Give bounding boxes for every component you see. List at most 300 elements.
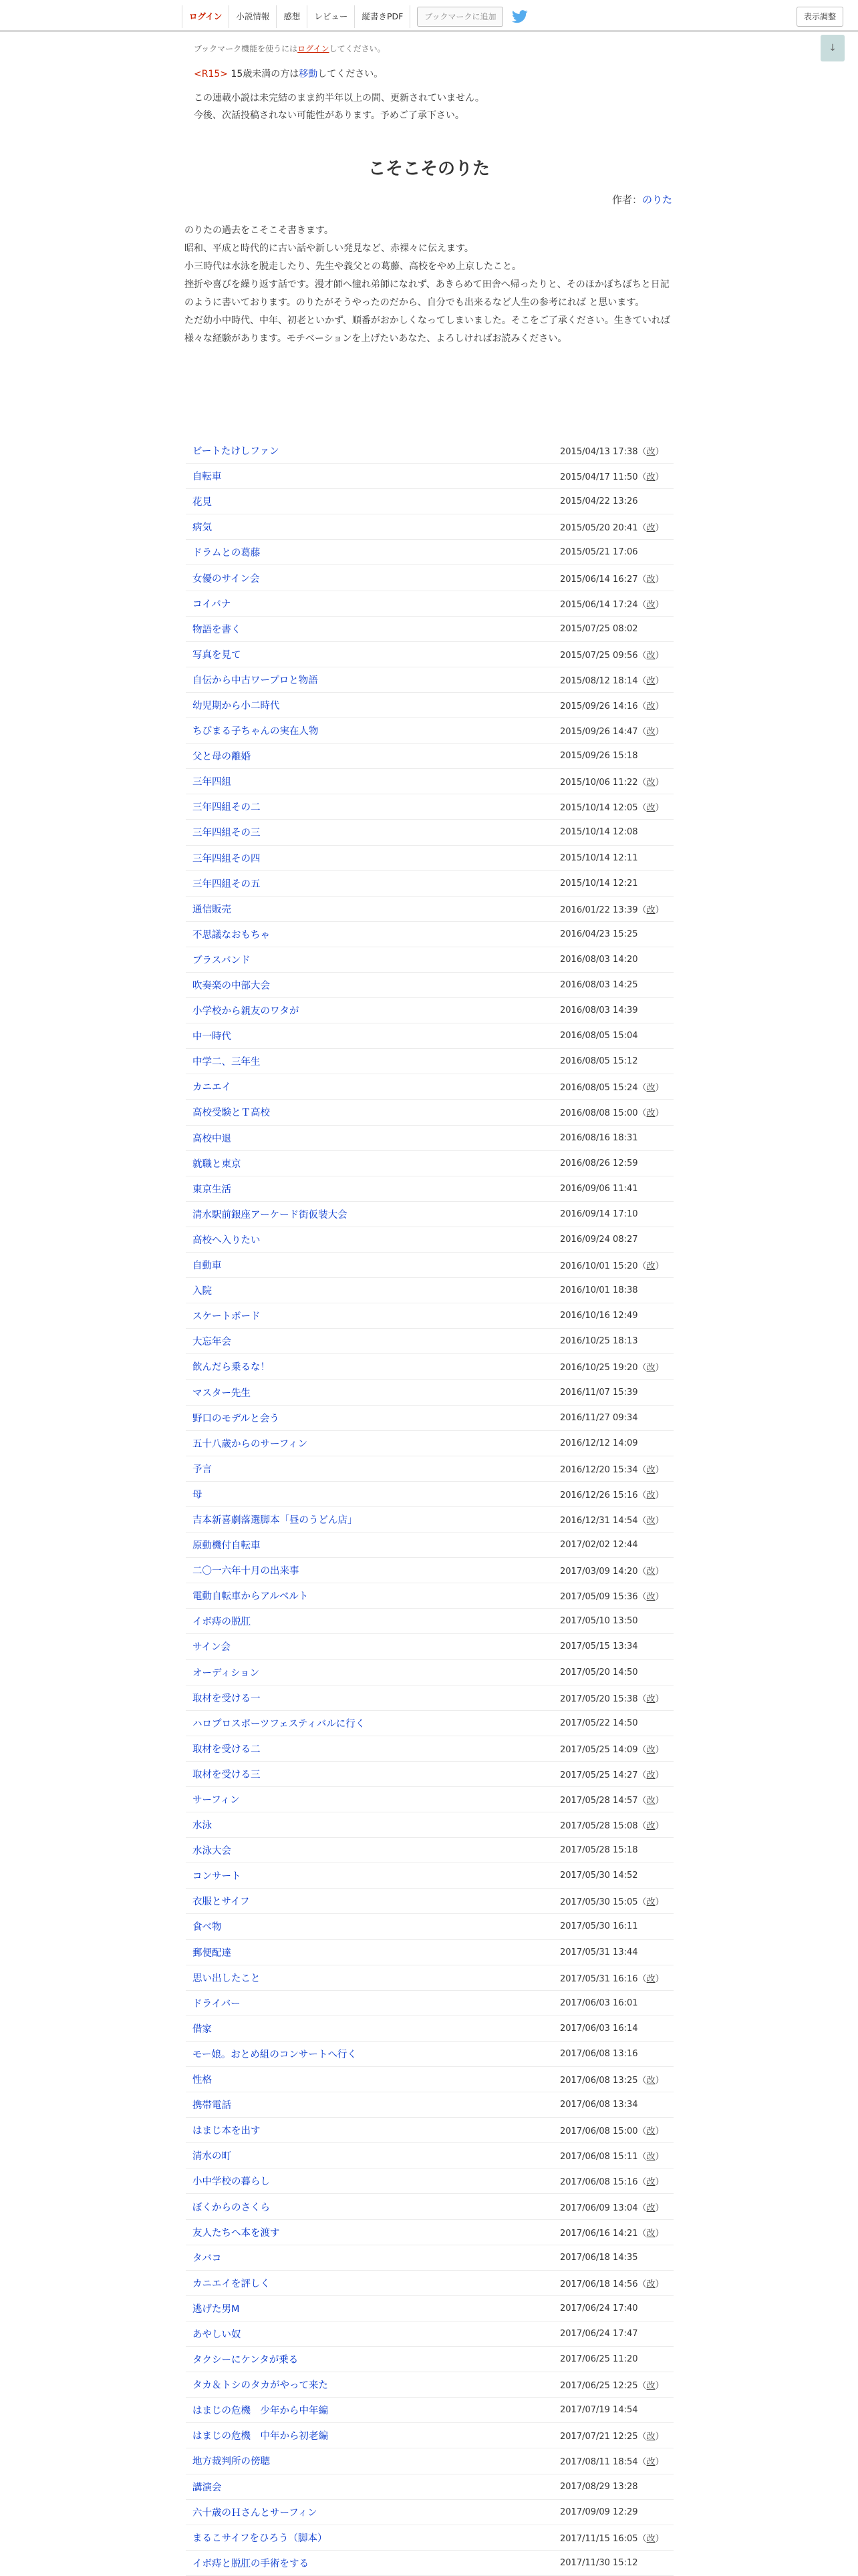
chapter-title-link[interactable]: ドラムとの葛藤 (192, 548, 261, 559)
chapter-post-date: 2017/02/02 12:44 (560, 1540, 638, 1551)
chapter-edited-mark[interactable]: （改） (637, 2076, 664, 2086)
chapter-edited-label[interactable]: 改 (646, 1567, 656, 1577)
chapter-date (560, 1589, 674, 1602)
chapter-date (560, 2073, 674, 2086)
chapter-title-link[interactable]: 友人たちへ本を渡す (192, 2227, 280, 2239)
chapter-edited-mark[interactable]: （改） (637, 1694, 664, 1704)
chapter-title-link[interactable]: 逃げた男M (192, 2303, 240, 2315)
chapter-title-link[interactable]: 大忘年会 (192, 1337, 231, 1348)
chapter-edited-label[interactable]: 改 (646, 701, 656, 711)
chapter-title-link[interactable]: 予言 (192, 1464, 212, 1475)
chapter-date (560, 2226, 674, 2239)
chapter-title-link[interactable]: 清水の町 (192, 2151, 231, 2162)
display-settings-button[interactable]: 表示調整 (797, 7, 843, 27)
chapter-row (186, 1202, 674, 1227)
chapter-post-date: 2015/04/17 11:50 (560, 472, 638, 483)
chapter-row (186, 642, 674, 667)
chapter-title-link[interactable]: 父と母の離婚 (192, 752, 251, 763)
chapter-edited-mark[interactable]: （改） (637, 2381, 664, 2392)
chapter-edited-mark[interactable]: （改） (637, 1973, 664, 1984)
chapter-post-date: 2016/12/31 14:54 (560, 1515, 638, 1526)
chapter-date (560, 2024, 674, 2034)
chapter-title-link[interactable]: 性格 (192, 2075, 212, 2086)
chapter-post-date: 2017/05/20 14:50 (560, 1667, 638, 1677)
chapter-row (186, 693, 674, 718)
chapter-edited-label[interactable]: 改 (646, 2076, 656, 2086)
chapter-post-date: 2016/11/27 09:34 (560, 1412, 638, 1423)
chapter-title-link[interactable]: 飲んだら乗るな！ (192, 1362, 270, 1374)
chapter-edited-mark[interactable]: （改） (637, 2457, 664, 2468)
chapter-post-date: 2015/10/14 12:21 (560, 878, 638, 889)
chapter-title-link[interactable]: ちびまる子ちゃんの実在人物 (192, 726, 319, 738)
chapter-edited-label[interactable]: 改 (646, 2228, 656, 2239)
bookmark-notice-suffix: してください。 (329, 44, 386, 53)
chapter-edited-mark[interactable]: （改） (637, 472, 664, 483)
chapter-edited-label[interactable]: 改 (646, 2432, 656, 2442)
chapter-edited-label[interactable]: 改 (646, 650, 656, 661)
chapter-date (560, 1235, 674, 1245)
chapter-row (186, 438, 674, 464)
chapter-row (186, 1863, 674, 1889)
chapter-title-link[interactable]: コンサート (192, 1871, 241, 1883)
chapter-title-link[interactable]: 清水駅前銀座アーケード街仮装大会 (192, 1209, 347, 1221)
chapter-edited-label[interactable]: 改 (646, 2381, 656, 2392)
chapter-edited-mark[interactable]: （改） (637, 1108, 664, 1119)
chapter-list (186, 438, 674, 2576)
chapter-title-link[interactable]: ドライバー (192, 1998, 241, 2009)
review-link[interactable]: レビュー (307, 5, 354, 28)
novel-synopsis (184, 222, 674, 348)
chapter-date (560, 1388, 674, 1398)
chapter-row (186, 2474, 674, 2500)
chapter-post-date: 2017/06/08 15:11 (560, 2152, 638, 2162)
chapter-edited-mark[interactable]: （改） (637, 1363, 664, 1374)
chapter-title-link[interactable]: 水泳大会 (192, 1846, 231, 1857)
bookmark-login-link[interactable]: ログイン (297, 44, 329, 53)
chapter-title-link[interactable]: タクシーにケンタが乗る (192, 2355, 299, 2366)
chapter-post-date: 2016/10/01 18:38 (560, 1285, 638, 1296)
chapter-date (560, 800, 674, 813)
chapter-title-link[interactable]: サーフィン (192, 1795, 240, 1806)
chapter-title-link[interactable]: 不思議なおもちゃ (192, 929, 270, 941)
chapter-edited-mark[interactable]: （改） (637, 905, 664, 915)
chapter-date (560, 1971, 674, 1984)
chapter-title-link[interactable]: 三年四組その三 (192, 828, 261, 839)
chapter-post-date: 2017/06/03 16:14 (560, 2023, 638, 2034)
chapter-edited-label[interactable]: 改 (646, 803, 656, 814)
chapter-edited-label[interactable]: 改 (646, 2533, 656, 2544)
login-link[interactable]: ログイン (182, 5, 229, 28)
chapter-title-link[interactable]: 女優のサイン会 (192, 573, 260, 585)
chapter-row (186, 820, 674, 845)
chapter-edited-label[interactable]: 改 (646, 1083, 656, 1094)
chapter-title-link[interactable]: カニエイを評しく (192, 2278, 270, 2289)
chapter-edited-mark[interactable]: （改） (637, 650, 664, 661)
chapter-row (186, 667, 674, 693)
chapter-title-link[interactable]: 高校中退 (192, 1133, 231, 1144)
chapter-date (560, 1845, 674, 1855)
chapter-edited-label[interactable]: 改 (646, 727, 656, 738)
chapter-edited-mark[interactable]: （改） (637, 574, 664, 585)
chapter-edited-mark[interactable]: （改） (637, 803, 664, 814)
chapter-date (560, 1818, 674, 1831)
chapter-edited-mark[interactable]: （改） (637, 1592, 664, 1603)
chapter-edited-label[interactable]: 改 (646, 778, 656, 788)
chapter-title-link[interactable]: 小学校から親友のワタが (192, 1006, 299, 1017)
chapter-title-link[interactable]: タカ＆トシのタカがやって来た (192, 2380, 328, 2392)
chapter-row (186, 1227, 674, 1253)
chapter-edited-mark[interactable]: （改） (637, 2152, 664, 2162)
chapter-row (186, 1100, 674, 1125)
chapter-row (186, 871, 674, 897)
chapter-row (186, 1736, 674, 1762)
chapter-post-date: 2016/04/23 15:25 (560, 929, 638, 939)
chapter-row (186, 1889, 674, 1914)
r15-notice-suffix: してください。 (317, 69, 384, 79)
chapter-title-link[interactable]: コイバナ (192, 599, 231, 610)
chapter-row (186, 1634, 674, 1659)
chapter-post-date: 2015/10/06 11:22 (560, 778, 638, 788)
chapter-row (186, 1380, 674, 1405)
chapter-edited-label[interactable]: 改 (646, 1770, 656, 1780)
chapter-post-date: 2017/05/25 14:09 (560, 1744, 638, 1755)
chapter-title-link[interactable]: 地方裁判所の傍聴 (192, 2456, 270, 2468)
chapter-post-date: 2016/08/05 15:04 (560, 1031, 638, 1041)
chapter-edited-label[interactable]: 改 (646, 1694, 656, 1704)
chapter-edited-label[interactable]: 改 (646, 574, 656, 585)
chapter-date (560, 520, 674, 533)
chapter-post-date: 2017/07/21 12:25 (560, 2432, 638, 2442)
chapter-edited-label[interactable]: 改 (646, 2203, 656, 2213)
chapter-edited-label[interactable]: 改 (646, 1973, 656, 1984)
chapter-title-link[interactable]: 小中学校の暮らし (192, 2177, 270, 2188)
r15-notice (194, 67, 383, 80)
chapter-title-link[interactable]: 食べ物 (192, 1922, 222, 1933)
chapter-title-link[interactable]: ブラスバンド (192, 955, 251, 966)
chapter-date (560, 1462, 674, 1475)
chapter-title-link[interactable]: マスター先生 (192, 1388, 251, 1399)
chapter-date (560, 2378, 674, 2391)
twitter-share-button[interactable] (511, 8, 529, 25)
chapter-title-link[interactable]: 通信販売 (192, 904, 231, 915)
chapter-row (186, 1176, 674, 1202)
chapter-title-link[interactable]: 取材を受ける二 (192, 1744, 261, 1755)
chapter-title-link[interactable]: スケートボード (192, 1311, 261, 1323)
chapter-title-link[interactable]: 入院 (192, 1286, 212, 1297)
chapter-edited-mark[interactable]: （改） (637, 2177, 664, 2188)
chapter-title-link[interactable]: モー娘。おとめ組のコンサートへ行く (192, 2049, 357, 2060)
chapter-title-link[interactable]: はまじの危機 少年から中年編 (192, 2406, 328, 2417)
chapter-row (186, 2016, 674, 2042)
chapter-edited-mark[interactable]: （改） (637, 701, 664, 711)
chapter-date (560, 903, 674, 915)
chapter-title-link[interactable]: 借家 (192, 2024, 212, 2035)
chapter-edited-label[interactable]: 改 (646, 1515, 656, 1526)
vertical-pdf-link[interactable]: 縦書きPDF (354, 5, 410, 28)
chapter-title-link[interactable]: 東京生活 (192, 1184, 231, 1195)
chapter-post-date: 2017/06/25 11:20 (560, 2354, 638, 2365)
chapter-post-date: 2017/06/08 13:34 (560, 2100, 638, 2110)
chapter-title-link[interactable]: 二〇一六年十月の出来事 (192, 1566, 299, 1577)
chapter-edited-label[interactable]: 改 (646, 447, 656, 458)
chapter-post-date: 2016/08/05 15:12 (560, 1056, 638, 1067)
chapter-title-link[interactable]: 取材を受ける一 (192, 1693, 261, 1704)
chapter-edited-mark[interactable]: （改） (637, 447, 664, 458)
chapter-row (186, 1456, 674, 1482)
chapter-edited-mark[interactable]: （改） (637, 1897, 664, 1908)
chapter-row (186, 1762, 674, 1787)
chapter-row (186, 2525, 674, 2551)
chapter-post-date: 2016/08/05 15:24 (560, 1083, 638, 1094)
chapter-post-date: 2017/06/08 13:25 (560, 2076, 638, 2086)
chapter-post-date: 2015/06/14 16:27 (560, 574, 638, 585)
chapter-title-link[interactable]: ハロプロスポーツフェスティバルに行く (192, 1718, 366, 1730)
chapter-date (560, 673, 674, 686)
chapter-date (560, 1616, 674, 1626)
chapter-edited-mark[interactable]: （改） (637, 1821, 664, 1832)
scroll-down-button[interactable]: ↓ (821, 35, 845, 61)
chapter-edited-mark[interactable]: （改） (637, 2228, 664, 2239)
chapter-title-link[interactable]: 母 (192, 1489, 202, 1500)
chapter-date (560, 1947, 674, 1957)
chapter-date (560, 2482, 674, 2492)
chapter-edited-label[interactable]: 改 (646, 1821, 656, 1832)
chapter-title-link[interactable]: 取材を受ける三 (192, 1769, 261, 1780)
chapter-post-date: 2016/12/26 15:16 (560, 1490, 638, 1500)
chapter-title-link[interactable]: カニエイ (192, 1082, 231, 1094)
chapter-edited-label[interactable]: 改 (646, 599, 656, 610)
chapter-date (560, 1158, 674, 1168)
chapter-edited-label[interactable]: 改 (646, 472, 656, 483)
chapter-post-date: 2017/05/10 13:50 (560, 1616, 638, 1627)
chapter-edited-label[interactable]: 改 (646, 1108, 656, 1119)
chapter-title-link[interactable]: 水泳 (192, 1820, 212, 1832)
chapter-row (186, 2271, 674, 2296)
chapter-post-date: 2017/06/18 14:56 (560, 2279, 638, 2289)
chapter-row (186, 1965, 674, 1991)
chapter-row (186, 1329, 674, 1354)
chapter-title-link[interactable]: 中学二、三年生 (192, 1057, 261, 1068)
chapter-title-link[interactable]: 原動機付自転車 (192, 1541, 261, 1552)
chapter-title-link[interactable]: サイン会 (192, 1642, 231, 1653)
chapter-title-link[interactable]: ビートたけしファン (192, 446, 279, 458)
chapter-title-link[interactable]: 三年四組その五 (192, 878, 261, 890)
chapter-title-link[interactable]: はまじの危機 中年から初老編 (192, 2431, 328, 2442)
chapter-post-date: 2017/06/08 15:16 (560, 2177, 638, 2188)
chapter-date (560, 1005, 674, 1015)
chapter-row (186, 2423, 674, 2448)
chapter-title-link[interactable]: 花見 (192, 497, 212, 508)
chapter-date (560, 827, 674, 837)
chapter-title-link[interactable]: 三年四組その二 (192, 802, 261, 814)
chapter-post-date: 2017/08/29 13:28 (560, 2481, 638, 2492)
chapter-date (560, 775, 674, 788)
chapter-edited-label[interactable]: 改 (646, 2177, 656, 2188)
chapter-post-date: 2015/09/26 14:47 (560, 727, 638, 738)
chapter-edited-label[interactable]: 改 (646, 1744, 656, 1755)
chapter-edited-mark[interactable]: （改） (637, 2533, 664, 2544)
chapter-title-link[interactable]: 自転車 (192, 472, 222, 483)
chapter-post-date: 2017/06/18 14:35 (560, 2252, 638, 2263)
chapter-title-link[interactable]: 思い出したこと (192, 1973, 261, 1984)
chapter-edited-label[interactable]: 改 (646, 1363, 656, 1374)
chapter-title-link[interactable]: 電動自転車からアルベルト (192, 1591, 309, 1603)
chapter-title-link[interactable]: 写真を見て (192, 649, 241, 661)
chapter-title-link[interactable]: ぼくからのさくら (192, 2202, 270, 2213)
chapter-date (560, 1718, 674, 1728)
chapter-row (186, 1074, 674, 1100)
chapter-title-link[interactable]: 三年四組 (192, 777, 231, 788)
chapter-date (560, 624, 674, 634)
chapter-title-link[interactable]: 衣服とサイフ (192, 1897, 250, 1908)
chapter-post-date: 2016/08/08 15:00 (560, 1108, 638, 1119)
chapter-row (186, 1533, 674, 1558)
chapter-edited-mark[interactable]: （改） (637, 1796, 664, 1806)
chapter-post-date: 2017/05/28 15:08 (560, 1821, 638, 1832)
chapter-title-link[interactable]: 中一時代 (192, 1031, 231, 1043)
chapter-edited-mark[interactable]: （改） (637, 2432, 664, 2442)
chapter-edited-label[interactable]: 改 (646, 2279, 656, 2289)
chapter-post-date: 2015/07/25 09:56 (560, 650, 638, 661)
chapter-edited-mark[interactable]: （改） (637, 523, 664, 534)
chapter-date (560, 1438, 674, 1448)
chapter-post-date: 2016/01/22 13:39 (560, 905, 638, 915)
chapter-post-date: 2015/08/12 18:14 (560, 675, 638, 686)
chapter-edited-label[interactable]: 改 (646, 2152, 656, 2162)
chapter-edited-mark[interactable]: （改） (637, 1770, 664, 1780)
chapter-date (560, 547, 674, 557)
chapter-date (560, 2253, 674, 2263)
chapter-date (560, 980, 674, 990)
chapter-title-link[interactable]: 物語を書く (192, 624, 241, 635)
chapter-row (186, 2296, 674, 2321)
chapter-edited-label[interactable]: 改 (646, 1897, 656, 1908)
chapter-row (186, 591, 674, 617)
chapter-title-link[interactable]: 就職と東京 (192, 1158, 241, 1170)
bookmark-notice-prefix: ブックマーク機能を使うには (194, 44, 298, 53)
chapter-edited-mark[interactable]: （改） (637, 1464, 664, 1475)
chapter-edited-label[interactable]: 改 (646, 1261, 656, 1272)
chapter-row (186, 947, 674, 973)
chapter-edited-mark[interactable]: （改） (637, 778, 664, 788)
chapter-edited-label[interactable]: 改 (646, 523, 656, 534)
chapter-edited-label[interactable]: 改 (646, 2457, 656, 2468)
chapter-date (560, 2329, 674, 2339)
chapter-title-link[interactable]: 講演会 (192, 2482, 222, 2493)
chapter-title-link[interactable]: 高校へ入りたい (192, 1235, 261, 1246)
chapter-row (186, 2168, 674, 2194)
chapter-edited-mark[interactable]: （改） (637, 1083, 664, 1094)
chapter-title-link[interactable]: 高校受験とＴ高校 (192, 1108, 270, 1119)
chapter-title-link[interactable]: 病気 (192, 522, 212, 534)
chapter-edited-mark[interactable]: （改） (637, 1261, 664, 1272)
chapter-title-link[interactable]: 郵便配達 (192, 1947, 231, 1959)
chapter-edited-mark[interactable]: （改） (637, 1490, 664, 1500)
chapter-title-link[interactable]: 吹奏楽の中部大会 (192, 981, 270, 992)
chapter-edited-label[interactable]: 改 (646, 1464, 656, 1475)
r15-move-link[interactable]: 移動 (299, 69, 318, 79)
chapter-date (560, 2558, 674, 2568)
chapter-edited-mark[interactable]: （改） (637, 2126, 664, 2137)
chapter-post-date: 2017/05/20 15:38 (560, 1694, 638, 1704)
chapter-row (186, 1253, 674, 1278)
chapter-title-link[interactable]: タバコ (192, 2253, 222, 2264)
chapter-post-date: 2017/05/30 14:52 (560, 1871, 638, 1881)
chapter-edited-mark[interactable]: （改） (637, 1744, 664, 1755)
chapter-title-link[interactable]: 五十八歳からのサーフィン (192, 1438, 308, 1450)
chapter-title-link[interactable]: 野口のモデルと会う (192, 1413, 279, 1424)
chapter-edited-mark[interactable]: （改） (637, 599, 664, 610)
chapter-title-link[interactable]: 幼児期から小二時代 (192, 700, 280, 711)
chapter-post-date: 2015/05/21 17:06 (560, 547, 638, 558)
chapter-row (186, 1558, 674, 1583)
impressions-link[interactable]: 感想 (276, 5, 307, 28)
chapter-title-link[interactable]: 携帯電話 (192, 2100, 231, 2112)
chapter-date (560, 699, 674, 711)
chapter-post-date: 2016/10/25 19:20 (560, 1363, 638, 1374)
chapter-edited-label[interactable]: 改 (646, 1796, 656, 1806)
chapter-title-link[interactable]: はまじ本を出す (192, 2126, 261, 2137)
chapter-row (186, 1711, 674, 1736)
r15-tag: <R15> (194, 69, 229, 79)
chapter-date (560, 1667, 674, 1677)
chapter-title-link[interactable]: まるこサイフをひろう（脚本） (192, 2533, 327, 2544)
chapter-edited-label[interactable]: 改 (646, 1592, 656, 1603)
chapter-post-date: 2017/06/24 17:40 (560, 2303, 638, 2313)
serial-status-notice (194, 90, 484, 124)
chapter-edited-mark[interactable]: （改） (637, 675, 664, 686)
chapter-row (186, 718, 674, 744)
chapter-row (186, 1126, 674, 1151)
chapter-title-link[interactable]: 三年四組その四 (192, 853, 261, 864)
chapter-row (186, 1023, 674, 1049)
chapter-title-link[interactable]: 自動車 (192, 1261, 222, 1272)
chapter-edited-mark[interactable]: （改） (637, 2279, 664, 2289)
chapter-date (560, 1031, 674, 1041)
chapter-title-link[interactable]: 吉本新喜劇落選脚本「昼のうどん店」 (192, 1514, 358, 1526)
chapter-date (560, 1209, 674, 1219)
chapter-row (186, 1049, 674, 1074)
chapter-row (186, 998, 674, 1023)
chapter-edited-label[interactable]: 改 (646, 675, 656, 686)
chapter-row (186, 1431, 674, 1456)
chapter-row (186, 2067, 674, 2092)
chapter-date (560, 597, 674, 610)
chapter-edited-mark[interactable]: （改） (637, 1515, 664, 1526)
chapter-edited-label[interactable]: 改 (646, 905, 656, 915)
add-bookmark-button[interactable]: ブックマークに追加 (417, 7, 503, 27)
chapter-title-link[interactable]: あやしい奴 (192, 2329, 241, 2340)
r15-notice-text: 15歳未満の方は (228, 69, 299, 79)
chapter-date (560, 1641, 674, 1651)
chapter-date (560, 878, 674, 889)
chapter-edited-mark[interactable]: （改） (637, 1567, 664, 1577)
chapter-edited-label[interactable]: 改 (646, 1490, 656, 1500)
author-link[interactable]: のりた (641, 194, 672, 206)
novel-info-link[interactable]: 小説情報 (229, 5, 276, 28)
chapter-title-link[interactable]: 自伝から中古ワープロと物語 (192, 675, 318, 686)
chapter-title-link[interactable]: オーディション (192, 1667, 260, 1679)
chapter-edited-mark[interactable]: （改） (637, 2203, 664, 2213)
chapter-title-link[interactable]: イボ痔と脱肛の手術をする (192, 2558, 309, 2569)
chapter-title-link[interactable]: 六十歳のＨさんとサーフィン (192, 2507, 317, 2519)
chapter-row (186, 1406, 674, 1431)
chapter-edited-label[interactable]: 改 (646, 2126, 656, 2137)
synopsis-line: のりたの過去をこそこそ書きます。 (184, 225, 333, 236)
chapter-title-link[interactable]: イボ痔の脱肛 (192, 1617, 251, 1628)
chapter-row (186, 1812, 674, 1838)
chapter-edited-mark[interactable]: （改） (637, 727, 664, 738)
